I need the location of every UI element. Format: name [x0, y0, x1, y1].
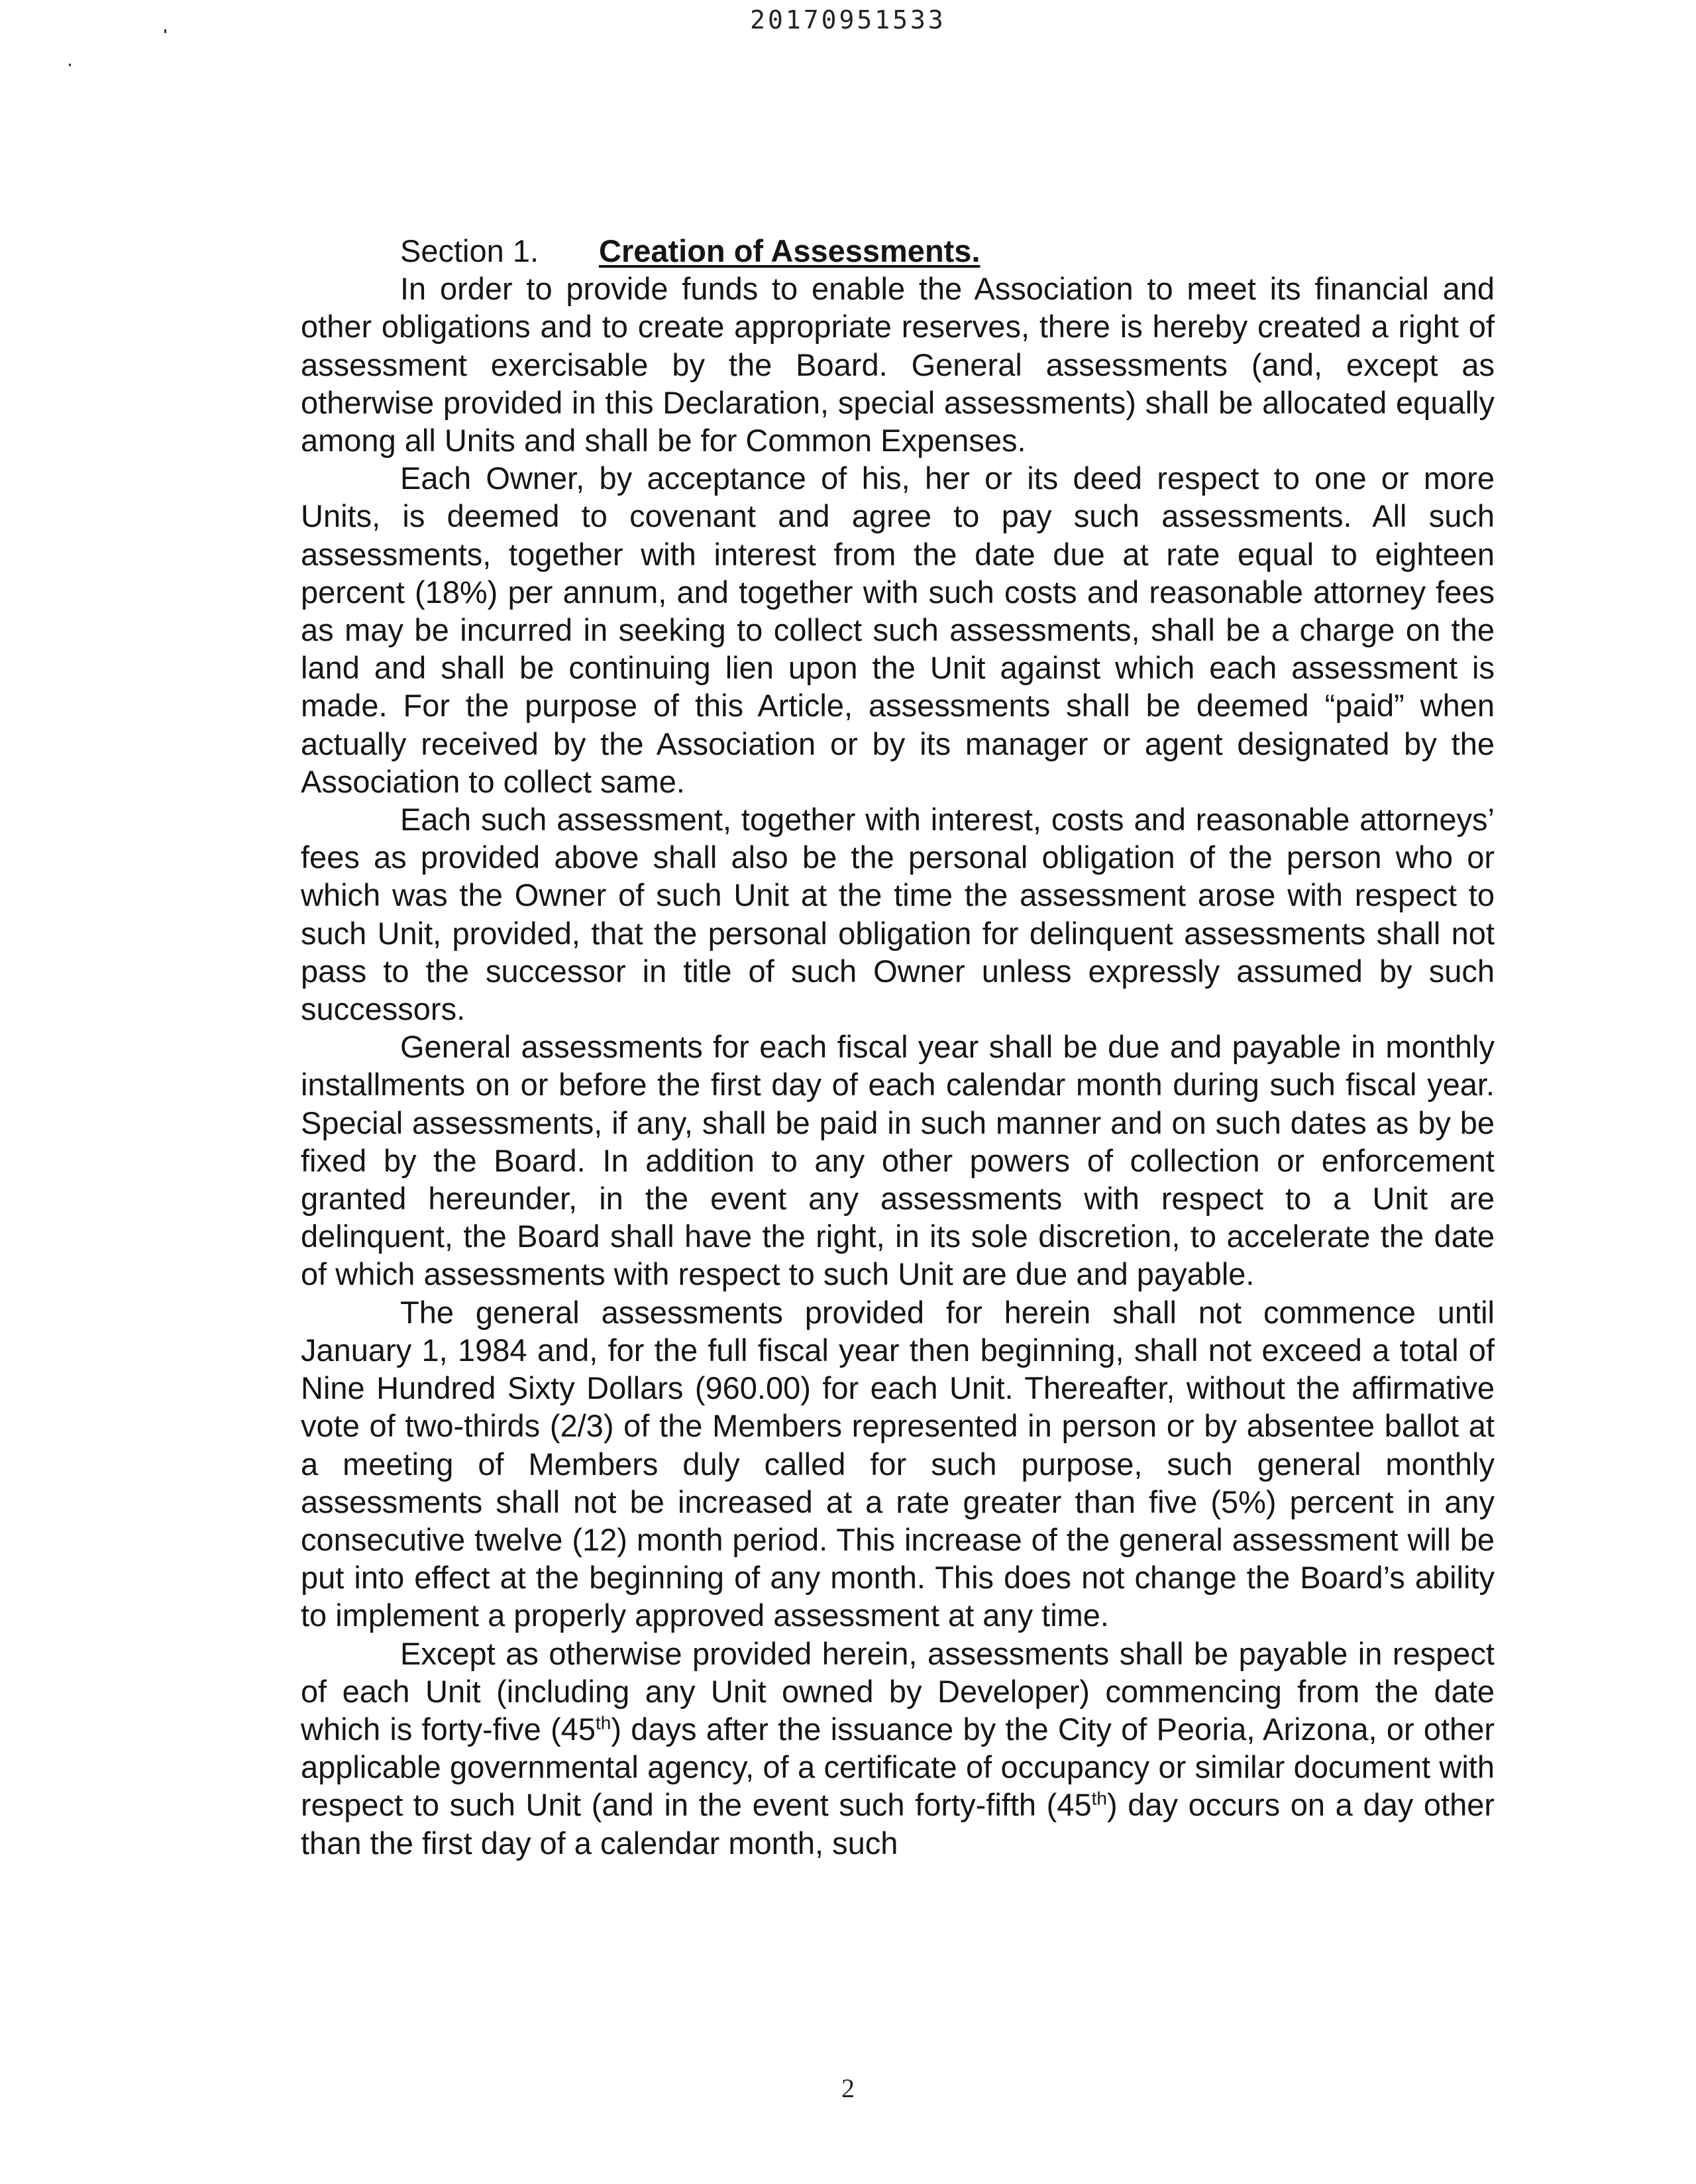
paragraph-continued — [301, 1635, 1495, 1862]
section-heading — [301, 232, 1495, 270]
ordinal-superscript: th — [596, 1712, 611, 1733]
recording-number: 20170951533 — [750, 5, 946, 34]
section-title: Creation of Assessments. — [599, 233, 980, 268]
section-label: Section 1. — [400, 233, 539, 268]
paragraph-text: ) day occurs on a day other than the first day of a calendar month, such — [301, 1787, 1495, 1861]
paragraph: In order to provide funds to enable the Association to meet its financial and other obligations and to create appropriate reserves, there is hereby created a right of assessment exercisable by the Board. General assessments (and, except as otherwise provided in this Declaration, special assessments) shall be allocated equally among all Units and shall be for Common Expenses. — [301, 271, 1495, 459]
paragraph: Each such assessment, together with interest, costs and reasonable attorneys’ fees as provided above shall also be the personal obligation of the person who or which was the Owner of such Unit at the time the assessment arose with respect to such Unit, provided, that the personal obligation for delinquent assessments shall not pass to the successor in title of such Owner unless expressly assumed by such successors. — [301, 802, 1495, 1027]
paragraph: The general assessments provided for herein shall not commence until January 1, 1984 and, for the full fiscal year then beginning, shall not exceed a total of Nine Hundred Sixty Dollars (960.00) for each Unit. Thereafter, without the affirmative vote of two-thirds (2/3) of the Members represented in person or by absentee ballot at a meeting of Members duly called for such purpose, such general monthly assessments shall not be increased at a rate greater than five (5%) percent in any consecutive twelve (12) month period. This increase of the general assessment will be put into effect at the beginning of any month. This does not change the Board’s ability to implement a properly approved assessment at any time. — [301, 1294, 1495, 1633]
scan-speck — [164, 29, 166, 33]
paragraph: Each Owner, by acceptance of his, her or its deed respect to one or more Units, is deemed to covenant and agree to pay such assessments. All such assessments, together with interest from the date due at rate equal to eighteen percent (18%) per annum, and together with such costs and reasonable attorney fees as may be incurred in seeking to collect such assessments, shall be a charge on the land and shall be continuing lien upon the Unit against which each assessment is made. For the purpose of this Article, assessments shall be deemed “paid” when actually received by the Association or by its manager or agent designated by the Association to collect same. — [301, 461, 1495, 799]
ordinal-superscript: th — [1091, 1788, 1107, 1809]
paragraph-text: ) days after the issuance by the City of Peoria, Arizona, or other applicable governmental agency, of a certificate of occupancy or similar document with respect to such Unit (and in the event such forty-fifth (45 — [301, 1711, 1495, 1823]
page-number: 2 — [841, 2073, 855, 2103]
paragraph-text: Except as otherwise provided herein, assessments shall be payable in respect of each Unit (including any Unit owned by Developer) commencing from the date which is forty-five (45 — [301, 1635, 1495, 1747]
document-body — [301, 232, 1495, 1862]
scan-speck — [69, 64, 71, 66]
paragraph: General assessments for each fiscal year shall be due and payable in monthly installments on or before the first day of each calendar month during such fiscal year. Special assessments, if any, shall be paid in such manner and on such dates as by be fixed by the Board. In addition to any other powers of collection or enforcement granted hereunder, in the event any assessments with respect to a Unit are delinquent, the Board shall have the right, in its sole discretion, to accelerate the date of which assessments with respect to such Unit are due and payable. — [301, 1029, 1495, 1292]
